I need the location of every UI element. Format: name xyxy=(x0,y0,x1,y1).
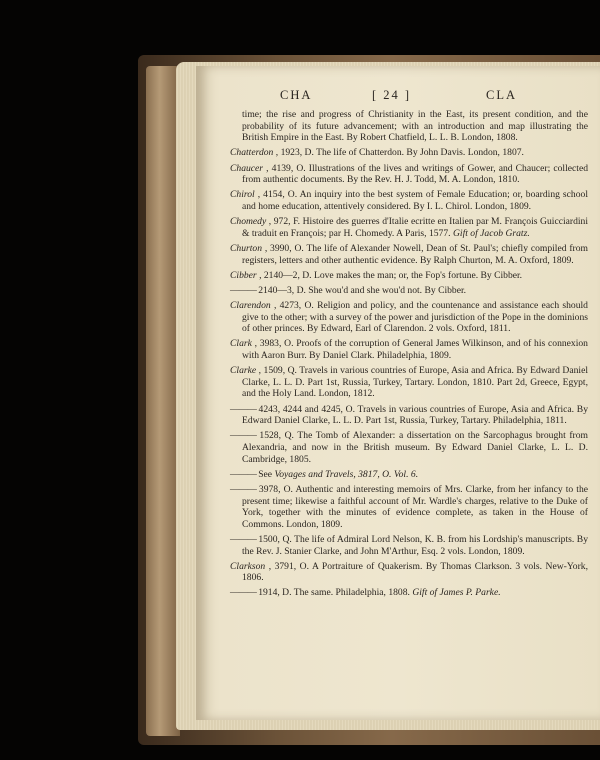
entry-description: She wou'd and she wou'd not. By Cibber. xyxy=(308,284,467,296)
page-number: [ 24 ] xyxy=(372,88,412,102)
entry-description: The life of Chatterdon. By John Davis. London, 1807. xyxy=(316,147,524,159)
entry-dash: ——— xyxy=(230,468,256,480)
catalog-entry xyxy=(230,300,588,335)
catalog-entry xyxy=(230,216,588,239)
catalog-entry xyxy=(230,285,588,297)
entry-description: The same. Philadelphia, 1808. xyxy=(293,587,410,599)
entry-call-number: , 3990, O. xyxy=(264,242,304,254)
entry-description: time; the rise and progress of Christianity in the East, its present condition, and the probability of its future advancement; with an introduction and map illustrating the British Empire in the East. By Robert Chatfield, L. L. B. London, 1808. xyxy=(242,109,588,144)
catalog-entry xyxy=(230,534,588,557)
entry-description: Love makes the man; or, the Fop's fortune. By Cibber. xyxy=(313,269,523,281)
catalog-entry xyxy=(230,484,588,530)
entry-call-number: 2140—3, D. xyxy=(258,284,306,296)
entry-description: Travels in various countries of Europe, Asia and Africa. By Edward Daniel Clarke, L. L. D. Part 1st, Russia, Turkey, Tartary. Philadelphia, 1811. xyxy=(242,403,588,427)
entry-description: Authentic and interesting memoirs of Mrs. Clarke, from her infancy to the present time; likewise a faithful account of Mr. Wardle's charges, relative to the Duke of York, together with the minutes of evidence complete, as taken in the House of Commons. London, 1809. xyxy=(242,483,588,530)
catalog-entries xyxy=(230,109,588,603)
cover-edge xyxy=(146,66,180,736)
catalog-entry xyxy=(230,430,588,465)
entry-call-number: , 3983, O. xyxy=(254,338,294,350)
entry-description: The life of Alexander Nowell, Dean of St. Paul's; chiefly compiled from registers, letters and other authentic evidence. By Ralph Churton, M. A. Oxford, 1809. xyxy=(242,242,588,266)
entry-description: Histoire des guerres d'Italie ecritte en Italien par M. François Guicciardini & traduit en François; par H. Chomedy. A Paris, 1577. xyxy=(242,216,589,239)
entry-author: Chomedy xyxy=(230,216,267,228)
entry-note: Gift of James P. Parke. xyxy=(412,587,501,599)
catalog-entry xyxy=(230,109,588,144)
entry-dash: ——— xyxy=(230,403,256,415)
entry-call-number: , 4273, O. xyxy=(273,300,314,312)
entry-author: Clarendon xyxy=(230,300,271,312)
entry-call-number: , 4154, O. xyxy=(257,189,298,201)
entry-author: Chatterdon xyxy=(230,147,274,159)
entry-call-number: , 4139, O. xyxy=(266,162,306,174)
entry-author: Chaucer xyxy=(230,162,264,174)
entry-call-number: , 1923, D. xyxy=(275,147,314,159)
catalog-entry xyxy=(230,404,588,427)
entry-call-number: , 972, F. xyxy=(268,216,301,228)
entry-call-number: , 3791, O. xyxy=(268,560,309,572)
running-head-left: CHA xyxy=(280,88,313,102)
entry-dash: ——— xyxy=(230,533,256,545)
entry-call-number: 4243, 4244 and 4245, O. xyxy=(258,403,355,415)
entry-call-number: 1528, Q. xyxy=(259,430,294,442)
entry-dash: ——— xyxy=(230,430,256,442)
entry-call-number: 3978, O. xyxy=(258,483,293,495)
entry-description: Illustrations of the lives and writings of Gower, and Chaucer; collected from authentic documents. By the Rev. H. J. Todd, M. A. London, 1810. xyxy=(242,162,589,186)
entry-author: Chirol xyxy=(230,189,255,201)
entry-description: Travels in various countries of Europe, Asia and Africa. By Edward Daniel Clarke, L. L. D. Part 1st, Russia, Turkey, Tartary. London, 1810. Part 2d, Greece, Egypt, and the Holy Land. London, 1812. xyxy=(242,365,588,400)
entry-call-number: See xyxy=(258,468,273,480)
entry-description: An inquiry into the best system of Female Education; or, boarding school and home education, attentively considered. By I. L. Chirol. London, 1809. xyxy=(242,189,588,212)
catalog-entry xyxy=(230,338,588,361)
entry-description: Religion and policy, and the countenance and assistance each should give to the other; with a survey of the power and jurisdiction of the Pope in the dominions of other princes. By Edward, Earl of Clarendon. 2 vols. Oxford, 1811. xyxy=(242,300,588,335)
entry-note: Gift of Jacob Gratz. xyxy=(452,227,530,239)
entry-author: Cibber xyxy=(230,269,257,281)
entry-dash: ——— xyxy=(230,284,256,296)
entry-description: The Tomb of Alexander: a dissertation on the Sarcophagus brought from Alexandria, and now in the British museum. By Edward Daniel Clarke, L. L. D. Cambridge, 1805. xyxy=(242,430,589,465)
catalog-page xyxy=(196,66,600,720)
entry-note: Voyages and Travels, 3817, O. Vol. 6. xyxy=(274,468,419,480)
entry-description: Proofs of the corruption of General James Wilkinson, and of his connexion with Aaron Burr. By Daniel Clark. Philadelphia, 1809. xyxy=(242,338,588,362)
catalog-entry xyxy=(230,147,588,159)
entry-call-number: , 2140—2, D. xyxy=(259,269,312,281)
entry-dash: ——— xyxy=(230,483,256,495)
entry-author: Clarke xyxy=(230,365,257,377)
catalog-entry xyxy=(230,561,588,584)
entry-dash: ——— xyxy=(230,587,256,599)
entry-call-number: 1914, D. xyxy=(258,587,292,599)
entry-call-number: , 1509, Q. xyxy=(258,365,297,377)
catalog-entry xyxy=(230,189,588,212)
entry-call-number: 1500, Q. xyxy=(258,533,292,545)
catalog-entry xyxy=(230,469,588,481)
catalog-entry xyxy=(230,587,588,599)
entry-description: The life of Admiral Lord Nelson, K. B. from his Lordship's manuscripts. By the Rev. J. Stanier Clarke, and John M'Arthur, Esq. 2 vols. London, 1809. xyxy=(242,533,588,557)
catalog-entry xyxy=(230,270,588,282)
running-head-right: CLA xyxy=(486,88,517,102)
catalog-entry xyxy=(230,243,588,266)
running-head xyxy=(196,88,600,104)
entry-author: Churton xyxy=(230,242,262,254)
catalog-entry xyxy=(230,365,588,400)
entry-description: A Portraiture of Quakerism. By Thomas Clarkson. 3 vols. New-York, 1806. xyxy=(242,560,588,584)
catalog-entry xyxy=(230,163,588,186)
entry-author: Clark xyxy=(230,338,252,350)
entry-author: Clarkson xyxy=(230,560,266,572)
